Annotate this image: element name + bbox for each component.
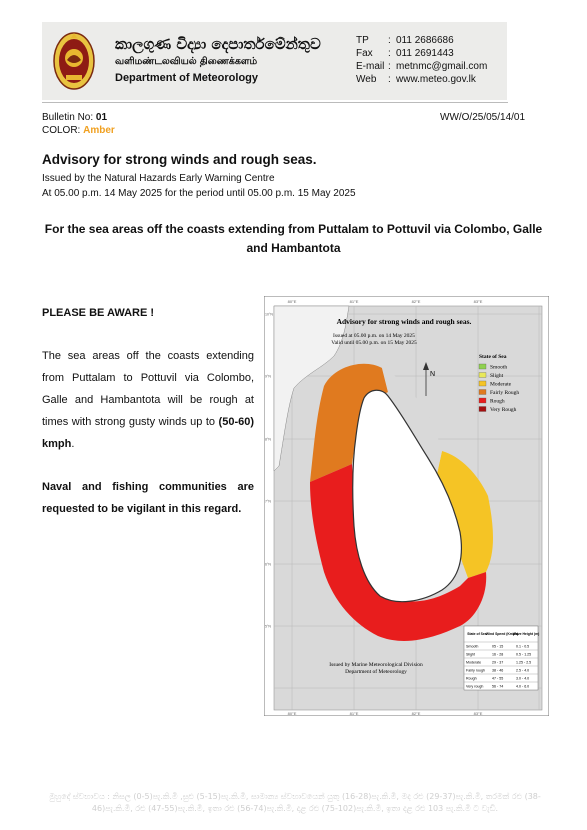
latitude-tick: 10°N: [265, 312, 274, 317]
longitude-tick: 80°E: [287, 299, 297, 304]
phone-number: 011 2686686: [396, 35, 454, 46]
longitude-tick: 83°E: [473, 711, 483, 716]
table-cell: Moderate: [466, 660, 482, 665]
email-link[interactable]: metnmc@gmail.com: [396, 61, 488, 72]
longitude-tick: 80°E: [287, 711, 297, 716]
department-name-block: [115, 34, 355, 86]
contact-row-fax: Fax : 011 2691443: [356, 48, 454, 59]
svg-text:N: N: [430, 371, 436, 378]
contact-row-tp: TP : 011 2686686: [356, 35, 454, 46]
naval-warning-paragraph: Naval and fishing communities are requested to be vigilant in this regard.: [42, 481, 254, 515]
map-valid: Valid until 05.00 p.m. on 15 May 2025: [331, 340, 417, 346]
longitude-tick: 82°E: [411, 299, 421, 304]
longitude-tick: 81°E: [349, 711, 359, 716]
contact-row-email: E-mail : metnmc@gmail.com: [356, 61, 488, 72]
bulletin-number: Bulletin No: 01: [42, 112, 108, 123]
table-cell: Rough: [466, 676, 477, 681]
org-name-english: Department of Meteorology: [115, 72, 259, 84]
legend-swatch: [479, 364, 486, 369]
longitude-tick: 82°E: [411, 711, 421, 716]
table-cell: 4.0 - 6.0: [516, 684, 530, 689]
map-issued: Issued at 05.00 p.m. on 14 May 2025: [333, 333, 415, 339]
table-cell: Fairly rough: [466, 668, 485, 673]
table-cell: 0.5 - 1.25: [516, 652, 532, 657]
map-credit-2: Department of Meteorology: [345, 669, 407, 675]
legend-swatch: [479, 373, 486, 378]
contact-row-web: Web : www.meteo.gov.lk: [356, 74, 476, 85]
org-name-tamil: வளிமண்டலவியல் திணைக்களம்: [115, 56, 258, 67]
footer-sea-state-note: මුහුදේ ස්වභාවය : නිසල (0-5)පැ.කි.මී ,සුළු (5-15)පැ.කි.මී, සාමාන්‍ය ස්වභාවයෙන් යුතු (16-28)පැ.කි.මී, මද රළු (29-37)පැ.කි.මී, තරමක් රළු (38-46)පැ.කි.මී, රළු (47-55)පැ.කි.මී, ඉතා රළු (56-74)පැ.කි.මී, දළ රළු (75-102)පැ.කි.මී, ඉතා දළ රළු 103 පැ.කි.මී ට වැඩි.: [49, 792, 541, 813]
latitude-tick: 7°N: [265, 499, 272, 504]
sea-state-table: [464, 626, 539, 690]
wind-speed-value: (50-60) kmph: [42, 416, 255, 450]
table-header-cell: State of Sea: [467, 632, 487, 636]
latitude-tick: 5°N: [265, 624, 272, 629]
legend-label: Fairly Rough: [490, 390, 520, 396]
contact-block: [356, 34, 487, 86]
latitude-tick: 8°N: [265, 437, 272, 442]
table-cell: 3.0 - 4.0: [516, 676, 530, 681]
table-cell: Smooth: [466, 644, 479, 649]
bulletin-color: COLOR: Amber: [42, 125, 115, 136]
fax-number: 011 2691443: [396, 48, 454, 59]
legend-swatch: [479, 398, 486, 403]
advisory-paragraph: The sea areas off the coasts extending from Puttalam to Pottuvil via Colombo, Galle and Hambantota will be rough at times with strong gusty winds up to (50-60) kmph.: [42, 350, 255, 450]
table-cell: 2.5 - 4.0: [516, 668, 530, 673]
table-header-cell: Wave Height (m): [512, 632, 540, 636]
latitude-tick: 6°N: [265, 562, 272, 567]
map-credit-1: Issued by Marine Meteorological Division: [329, 662, 423, 668]
website-link[interactable]: www.meteo.gov.lk: [396, 74, 476, 85]
table-cell: Very rough: [466, 684, 484, 689]
table-cell: 0.1 - 0.5: [516, 644, 530, 649]
issued-time-line: At 05.00 p.m. 14 May 2025 for the period until 05.00 p.m. 15 May 2025: [42, 188, 356, 199]
svg-text:State of Sea: State of Sea: [479, 354, 507, 360]
longitude-tick: 81°E: [349, 299, 359, 304]
legend-label: Smooth: [490, 364, 508, 371]
legend-swatch: [479, 407, 486, 412]
header-divider: [42, 102, 508, 103]
issuer-line: Issued by the Natural Hazards Early Warning Centre: [42, 173, 275, 184]
table-cell: 1.25 - 2.5: [516, 660, 532, 665]
legend-label: Moderate: [490, 381, 512, 388]
table-cell: 29 - 37: [492, 660, 504, 665]
legend-swatch: [479, 390, 486, 395]
legend-label: Rough: [490, 398, 505, 405]
sri-lanka-emblem-icon: [52, 30, 96, 92]
legend-label: Slight: [490, 373, 504, 379]
sea-state-map: [264, 296, 549, 716]
table-cell: 56 - 74: [492, 684, 504, 689]
latitude-tick: 9°N: [265, 374, 272, 379]
longitude-tick: 83°E: [473, 299, 483, 304]
legend-label: Very Rough: [490, 407, 517, 413]
region-heading: For the sea areas off the coasts extending from Puttalam to Pottuvil via Colombo, Galle and Hambantota: [44, 222, 543, 255]
color-level-badge: Amber: [83, 125, 115, 136]
table-cell: 16 - 28: [492, 652, 504, 657]
table-cell: Slight: [466, 652, 475, 657]
please-be-aware-heading: PLEASE BE AWARE !: [42, 307, 155, 319]
bulletin-reference: WW/O/25/05/14/01: [440, 112, 526, 123]
advisory-title: Advisory for strong winds and rough seas.: [42, 152, 317, 167]
map-title: Advisory for strong winds and rough seas.: [336, 317, 472, 326]
table-header-cell: Wind Speed (Kmph): [485, 632, 519, 636]
legend-swatch: [479, 381, 486, 386]
table-cell: 38 - 46: [492, 668, 504, 673]
org-name-sinhala: කාලගුණ විද්‍යා දෙපාර්තමේන්තුව: [115, 35, 321, 53]
table-cell: 47 - 55: [492, 676, 504, 681]
table-cell: 05 - 15: [492, 644, 504, 649]
